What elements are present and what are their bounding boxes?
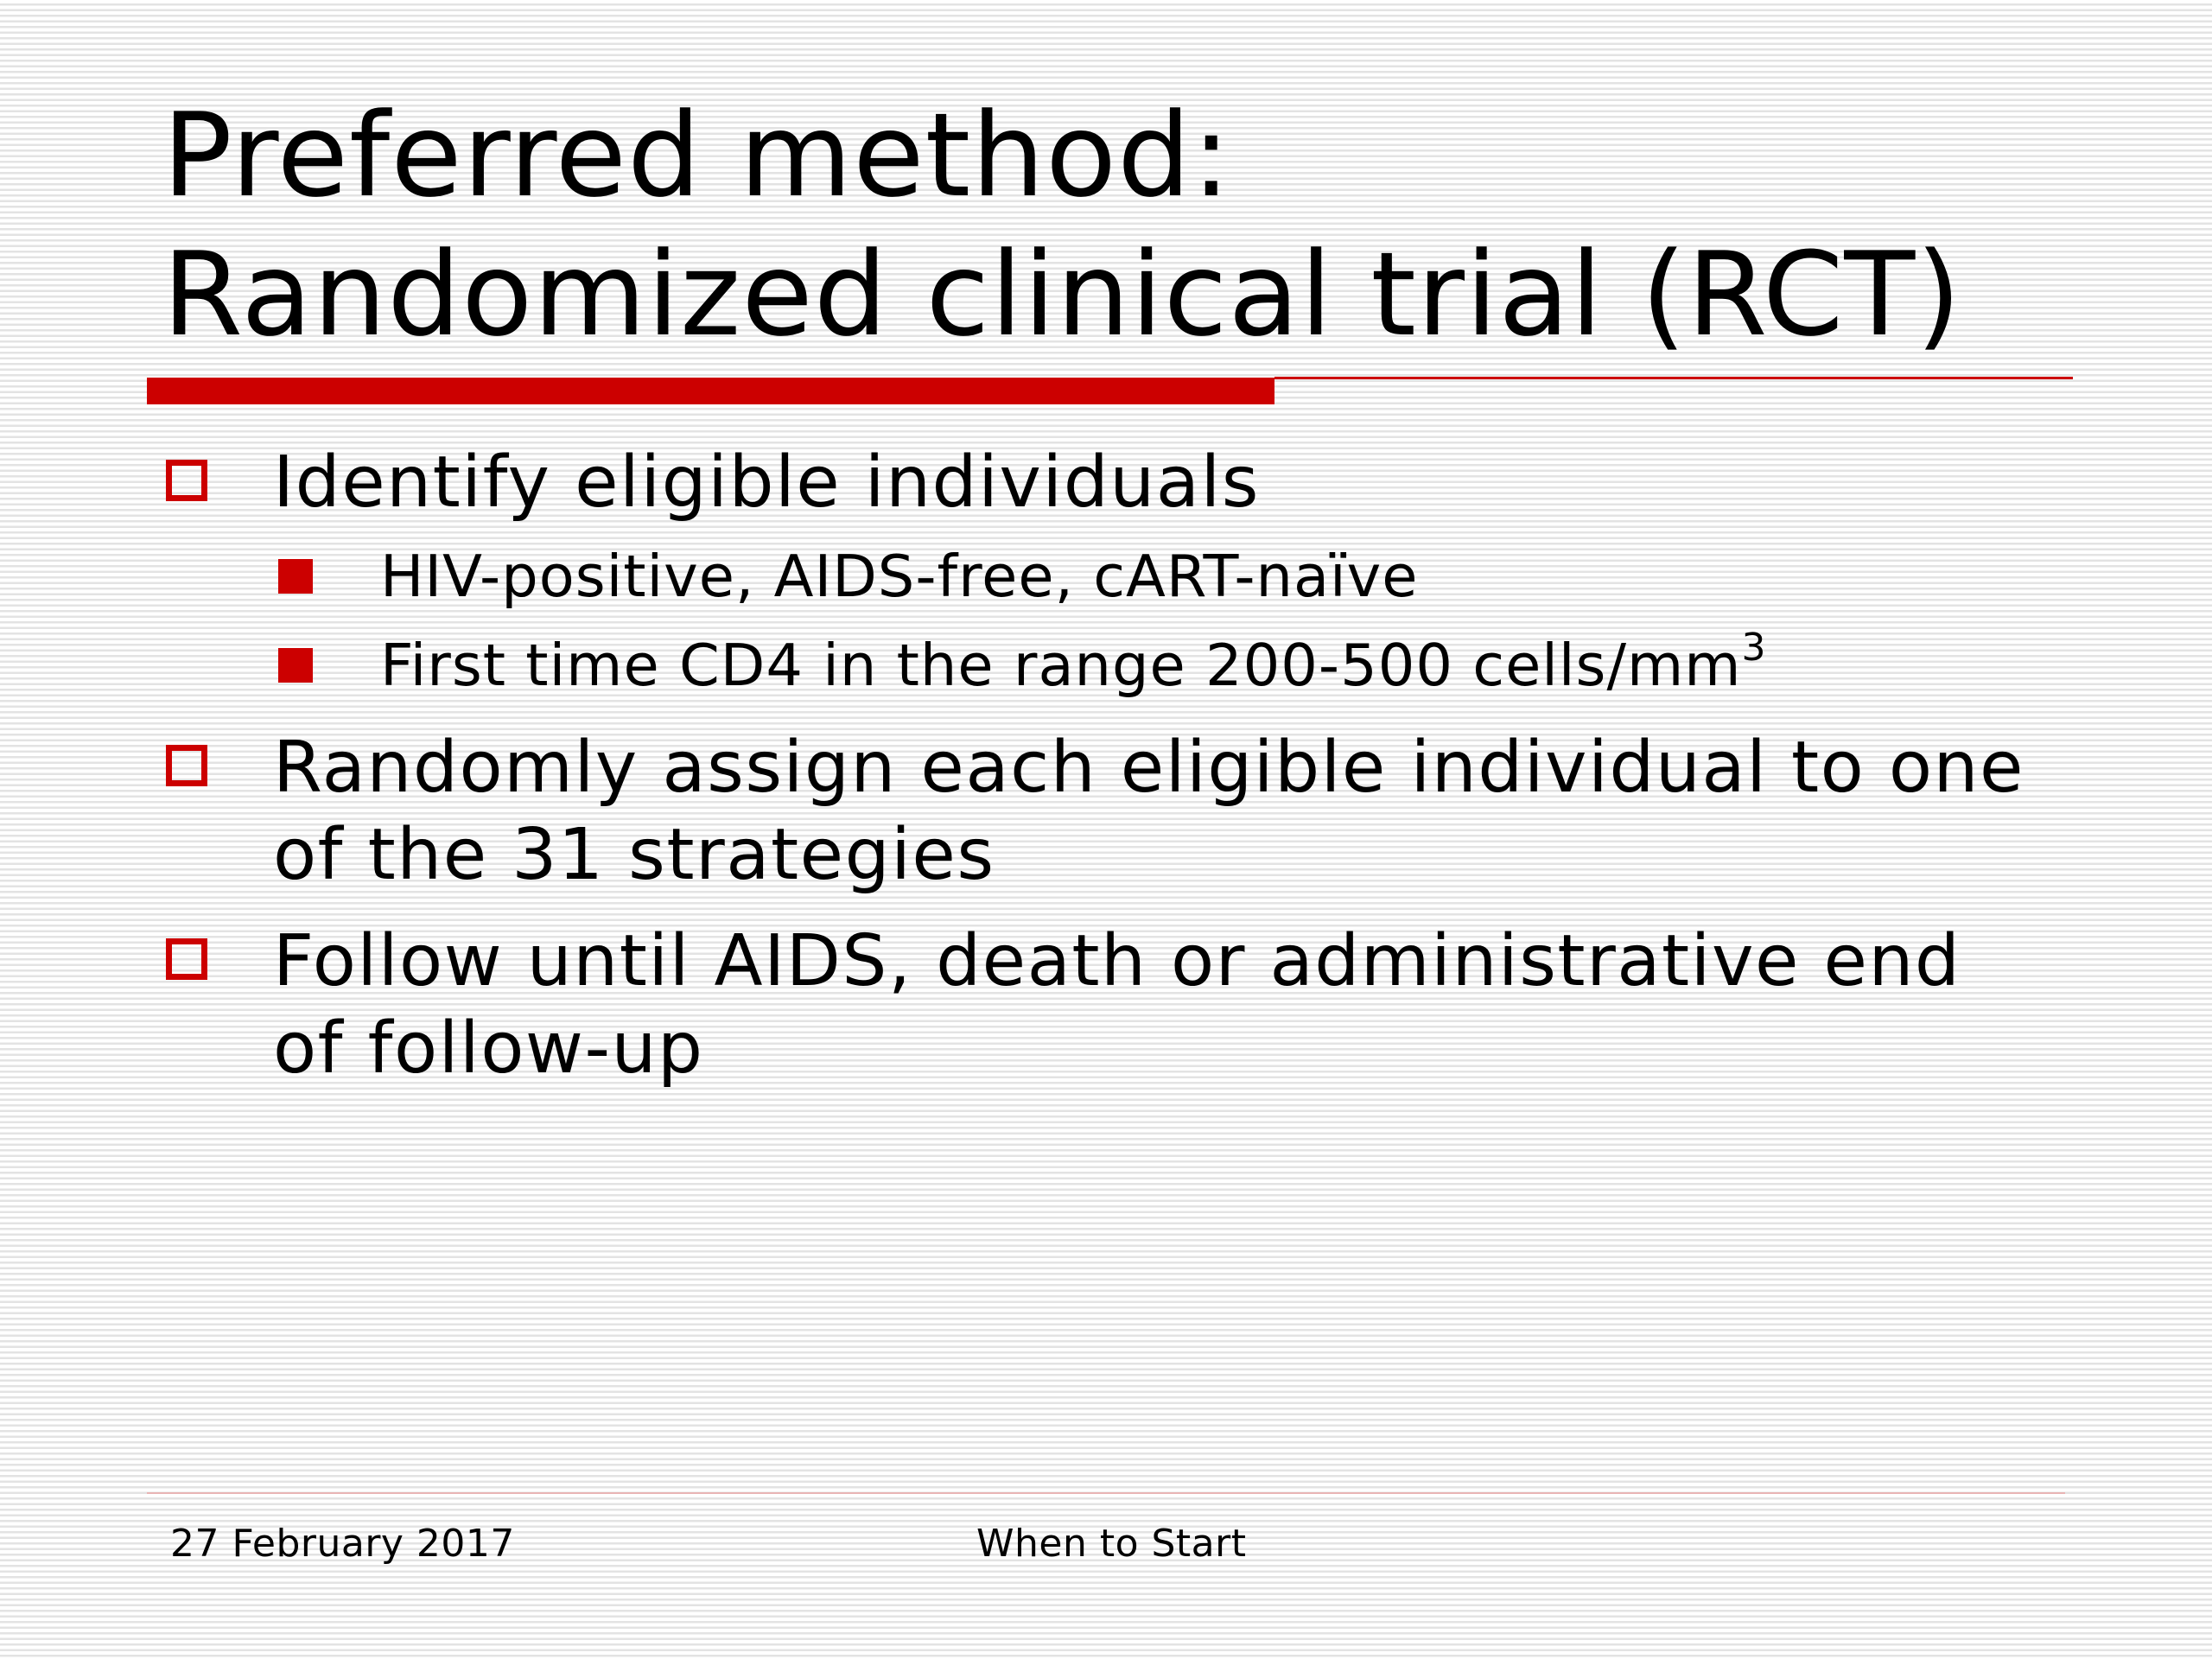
bullet-text-line-1: Randomly assign each eligible individual to one — [273, 727, 2024, 809]
bullet-randomly-assign — [273, 724, 2088, 899]
bullet-text: Identify eligible individuals — [273, 442, 1260, 524]
superscript-3: 3 — [1741, 625, 1767, 670]
subbullet-cd4-range — [380, 625, 2108, 700]
bullet-text-line-2: of the 31 strategies — [273, 814, 995, 896]
bullet-follow-until — [273, 918, 2088, 1092]
footer-presentation-title: When to Start — [976, 1522, 1247, 1566]
subbullet-text: First time CD4 in the range 200-500 cells/mm — [380, 632, 1742, 699]
bullet-text-line-2: of follow-up — [273, 1007, 704, 1090]
bullet-text-line-1: Follow until AIDS, death or administrative end — [273, 920, 1961, 1002]
footer-divider — [147, 1492, 2065, 1494]
subbullet-hiv-status — [380, 542, 2108, 611]
hollow-square-bullet-icon — [166, 460, 207, 501]
filled-square-bullet-icon — [278, 648, 313, 683]
filled-square-bullet-icon — [278, 559, 313, 594]
subbullet-text: HIV-positive, AIDS-free, cART-naïve — [380, 543, 1419, 610]
hollow-square-bullet-icon — [166, 745, 207, 786]
title-line-2: Randomized clinical trial (RCT) — [162, 227, 1962, 362]
bullet-identify — [273, 439, 2088, 526]
footer-date: 27 February 2017 — [170, 1522, 515, 1566]
title-line-1: Preferred method: — [162, 88, 1232, 223]
hollow-square-bullet-icon — [166, 938, 207, 980]
